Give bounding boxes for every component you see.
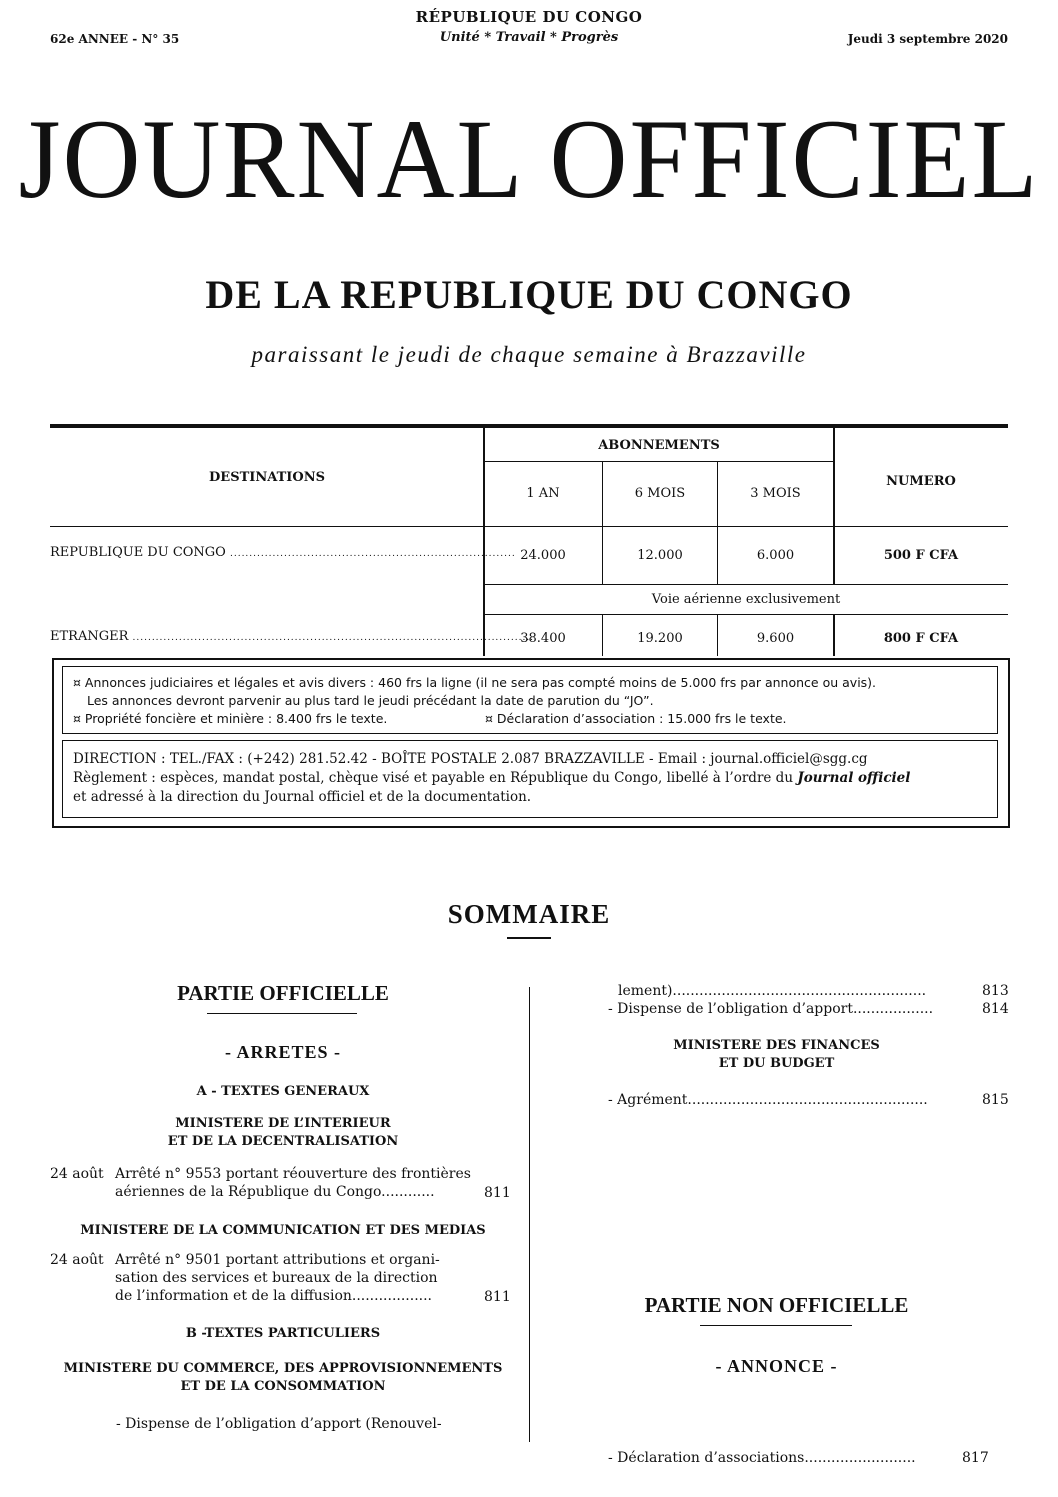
ministere-commerce: MINISTERE DU COMMERCE, DES APPROVISIONNEMENTS ET DE LA CONSOMMATION bbox=[63, 1361, 503, 1394]
period-1an: 1 AN bbox=[526, 486, 560, 501]
entry-text: - Agrément...................................................... bbox=[608, 1092, 928, 1108]
subscription-table bbox=[50, 424, 1008, 656]
notice-line-1: ¤ Annonces judiciaires et légales et avis divers : 460 frs la ligne (il ne sera pas compté moins de 5.000 frs par annonce ou avis). bbox=[73, 675, 877, 690]
entry-page: 811 bbox=[484, 1185, 511, 1201]
price-etranger-6mois: 19.200 bbox=[637, 631, 683, 646]
textes-particuliers: B -TEXTES PARTICULIERS bbox=[185, 1326, 381, 1341]
abonnements-header: ABONNEMENTS bbox=[598, 438, 720, 453]
entry-page: 813 bbox=[982, 983, 1009, 999]
price-congo-6mois: 12.000 bbox=[637, 548, 683, 563]
ministere-interieur: MINISTERE DE L’INTERIEUR ET DE LA DECENTRALISATION bbox=[167, 1116, 399, 1149]
arretes-heading: - ARRETES - bbox=[224, 1042, 342, 1062]
notice-line-3b: ¤ Déclaration d’association : 15.000 frs le texte. bbox=[485, 711, 787, 726]
ministere-communication: MINISTERE DE LA COMMUNICATION ET DES MEDIAS bbox=[80, 1223, 486, 1238]
numero-congo: 500 F CFA bbox=[883, 548, 959, 563]
direction-contact: DIRECTION : TEL./FAX : (+242) 281.52.42 - BOÎTE POSTALE 2.087 BRAZZAVILLE - Email : journal.officiel@sgg.cg bbox=[73, 751, 868, 767]
numero-header: NUMERO bbox=[886, 474, 956, 489]
notice-line-3a: ¤ Propriété foncière et minière : 8.400 frs le texte. bbox=[73, 711, 388, 726]
tagline: paraissant le jeudi de chaque semaine à Brazzaville bbox=[251, 342, 807, 367]
entry-text: de l’information et de la diffusion.................. bbox=[115, 1288, 432, 1304]
entry-text: aériennes de la République du Congo............ bbox=[115, 1184, 435, 1200]
direction-address: et adressé à la direction du Journal officiel et de la documentation. bbox=[73, 789, 532, 805]
price-congo-1an: 24.000 bbox=[520, 548, 566, 563]
issue-date: Jeudi 3 septembre 2020 bbox=[847, 32, 1008, 46]
entry-text: sation des services et bureaux de la direction bbox=[115, 1270, 438, 1286]
textes-generaux: A - TEXTES GENERAUX bbox=[196, 1084, 370, 1099]
entry-page: 815 bbox=[982, 1092, 1009, 1108]
entry-page: 814 bbox=[982, 1001, 1009, 1017]
column-divider bbox=[529, 987, 530, 1442]
entry-text: Arrêté n° 9501 portant attributions et organi- bbox=[115, 1252, 440, 1268]
issue-number: 62e ANNEE - N° 35 bbox=[50, 32, 180, 46]
entry-page: 817 bbox=[962, 1450, 989, 1466]
notice-line-2: Les annonces devront parvenir au plus tard le jeudi précédant la date de parution du “JO”. bbox=[87, 693, 654, 708]
entry-date: 24 août bbox=[50, 1166, 104, 1182]
annonce-heading: - ANNONCE - bbox=[715, 1356, 838, 1376]
entry-text: - Dispense de l’obligation d’apport (Renouvel- bbox=[116, 1416, 442, 1432]
sommaire-title: SOMMAIRE bbox=[447, 899, 611, 929]
entry-text: - Déclaration d’associations......................... bbox=[608, 1450, 916, 1466]
entry-text: - Dispense de l’obligation d’apport.................. bbox=[608, 1001, 934, 1017]
masthead-subtitle: DE LA REPUBLIQUE DU CONGO bbox=[205, 272, 853, 317]
price-congo-3mois: 6.000 bbox=[756, 548, 795, 563]
destinations-header: DESTINATIONS bbox=[209, 470, 325, 485]
destination-congo: REPUBLIQUE DU CONGO .......................................................................... bbox=[50, 545, 516, 560]
entry-page: 811 bbox=[484, 1289, 511, 1305]
ministere-finances: MINISTERE DES FINANCES ET DU BUDGET bbox=[673, 1038, 880, 1071]
numero-etranger: 800 F CFA bbox=[883, 631, 959, 646]
partie-non-officielle: PARTIE NON OFFICIELLE bbox=[644, 1293, 909, 1317]
national-motto: Unité * Travail * Progrès bbox=[439, 30, 619, 45]
price-etranger-3mois: 9.600 bbox=[756, 631, 795, 646]
period-6mois: 6 MOIS bbox=[634, 486, 686, 501]
direction-payment: Règlement : espèces, mandat postal, chèque visé et payable en République du Congo, libellé à l’ordre du Journal officiel bbox=[73, 770, 911, 786]
period-3mois: 3 MOIS bbox=[750, 486, 801, 501]
masthead: JOURNAL OFFICIEL bbox=[18, 97, 1040, 222]
destination-etranger: ETRANGER ........................................................................................................ bbox=[50, 629, 535, 644]
entry-text: lement)......................................................... bbox=[618, 983, 927, 999]
republic-name: RÉPUBLIQUE DU CONGO bbox=[415, 8, 643, 26]
air-note: Voie aérienne exclusivement bbox=[651, 592, 841, 607]
price-etranger-1an: 38.400 bbox=[520, 631, 566, 646]
entry-date: 24 août bbox=[50, 1252, 104, 1268]
partie-officielle: PARTIE OFFICIELLE bbox=[177, 981, 389, 1005]
entry-text: Arrêté n° 9553 portant réouverture des frontières bbox=[115, 1166, 471, 1182]
